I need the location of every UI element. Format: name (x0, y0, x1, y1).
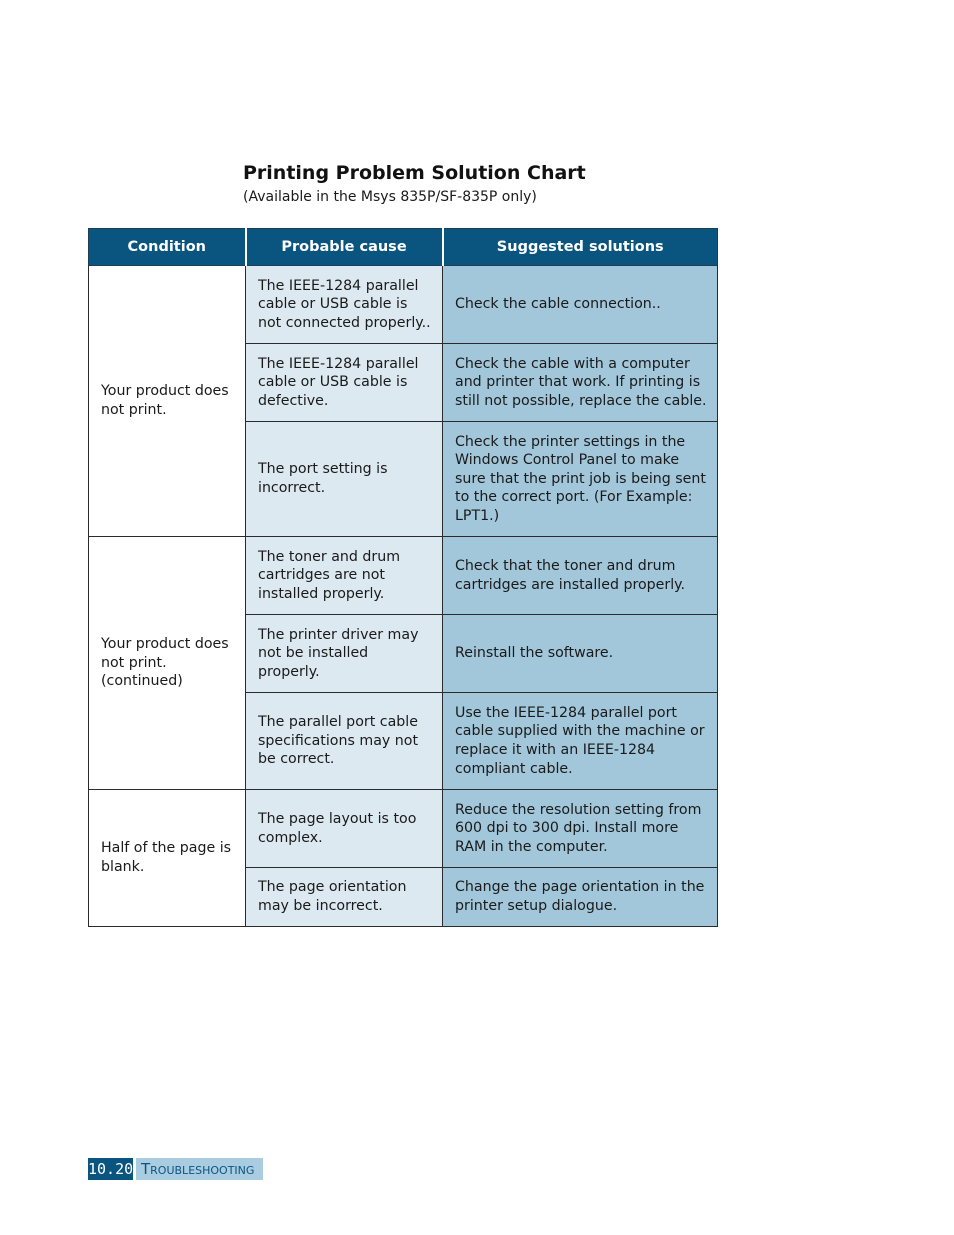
solution-cell: Use the IEEE-1284 parallel port cable supplied with the machine or replace it with an IEEE-1284 compliant cable. (443, 693, 718, 790)
solution-chart-table (88, 228, 718, 927)
page-subtitle: (Available in the Msys 835P/SF-835P only) (243, 189, 537, 205)
cause-cell: The page layout is too complex. (246, 790, 443, 868)
table-row (89, 266, 718, 344)
condition-cell: Your product does not print. (89, 266, 246, 537)
solution-cell: Reduce the resolution setting from 600 dpi to 300 dpi. Install more RAM in the computer. (443, 790, 718, 868)
solution-cell: Check the cable with a computer and printer that work. If printing is still not possible, replace the cable. (443, 344, 718, 422)
column-header-suggested-solutions: Suggested solutions (443, 229, 718, 266)
page-number: 10.20 (88, 1160, 134, 1178)
section-label: Troubleshooting (136, 1158, 263, 1180)
column-header-probable-cause: Probable cause (246, 229, 443, 266)
cause-cell: The printer driver may not be installed properly. (246, 615, 443, 693)
solution-cell: Reinstall the software. (443, 615, 718, 693)
solution-cell: Check the printer settings in the Windows Control Panel to make sure that the print job is being sent to the correct port. (For Example: LPT1.) (443, 422, 718, 537)
cause-cell: The page orientation may be incorrect. (246, 868, 443, 927)
solution-cell: Change the page orientation in the printer setup dialogue. (443, 868, 718, 927)
table-row (89, 537, 718, 615)
table-row (89, 790, 718, 868)
cause-cell: The toner and drum cartridges are not installed properly. (246, 537, 443, 615)
condition-cell: Your product does not print. (continued) (89, 537, 246, 790)
solution-cell: Check that the toner and drum cartridges are installed properly. (443, 537, 718, 615)
table-header-row (89, 229, 718, 266)
page-title: Printing Problem Solution Chart (243, 162, 586, 184)
condition-cell: Half of the page is blank. (89, 790, 246, 927)
cause-cell: The parallel port cable specifications may not be correct. (246, 693, 443, 790)
cause-cell: The IEEE-1284 parallel cable or USB cable is defective. (246, 344, 443, 422)
cause-cell: The IEEE-1284 parallel cable or USB cable is not connected properly.. (246, 266, 443, 344)
solution-cell: Check the cable connection.. (443, 266, 718, 344)
column-header-condition: Condition (89, 229, 246, 266)
cause-cell: The port setting is incorrect. (246, 422, 443, 537)
